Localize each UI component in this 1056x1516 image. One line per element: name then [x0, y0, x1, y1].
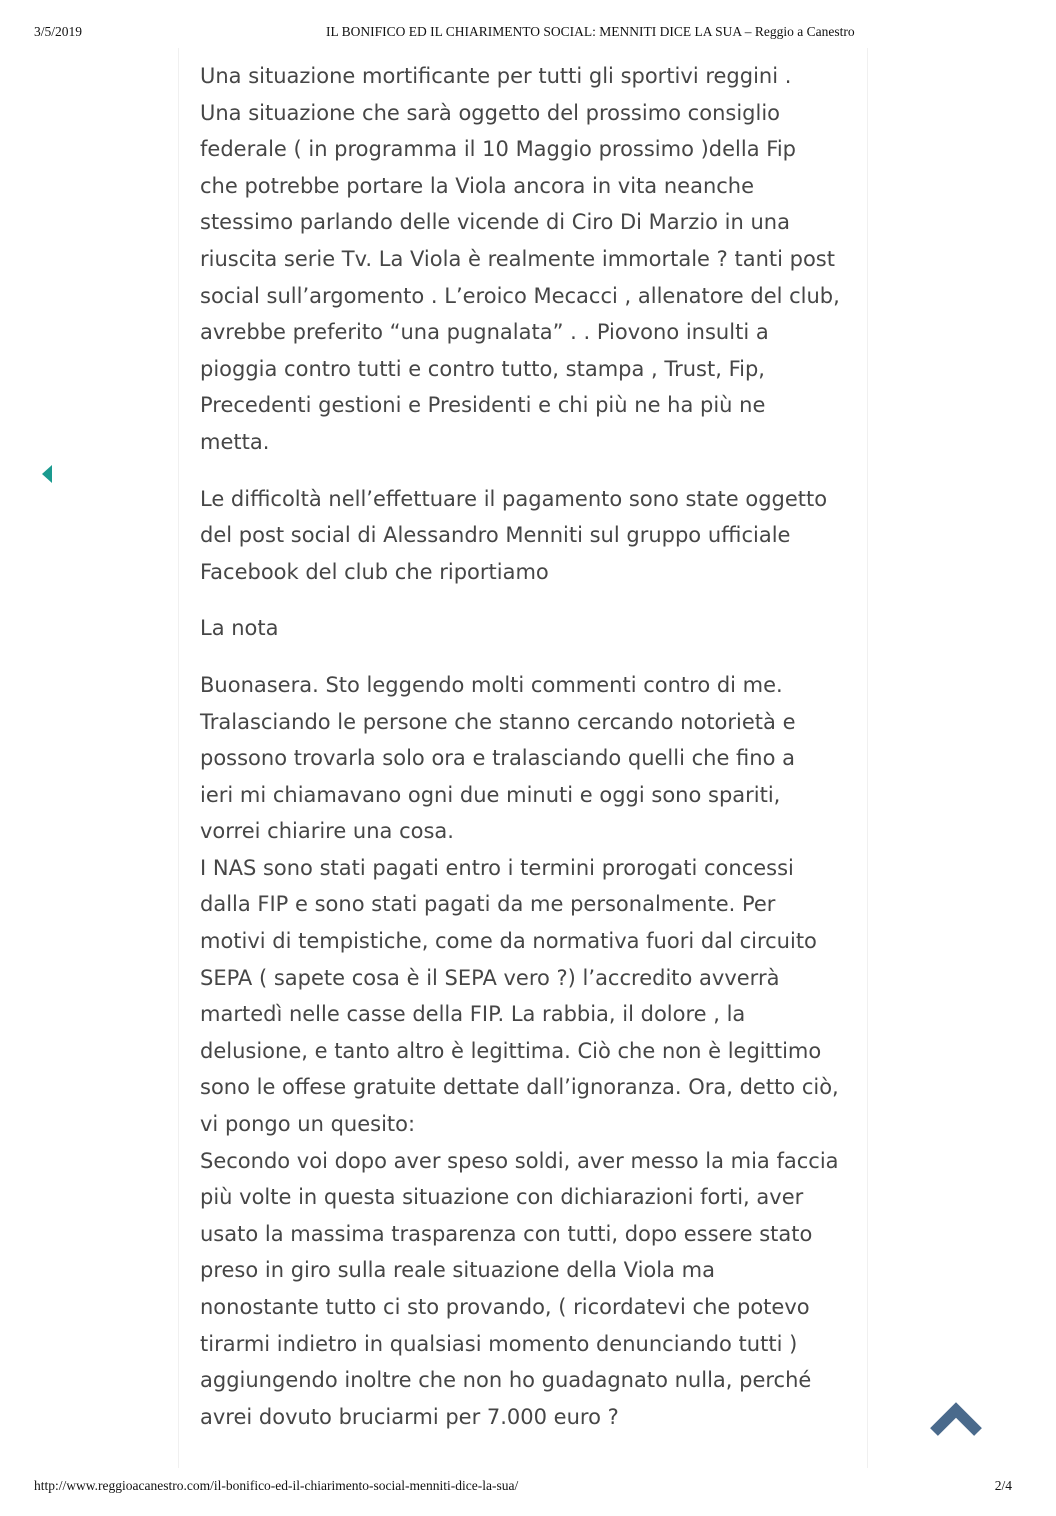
- article-body: [200, 58, 860, 1455]
- scroll-to-top-button[interactable]: [928, 1398, 984, 1438]
- article-paragraph: Le difficoltà nell’effettuare il pagamento sono state oggetto del post social di Alessandro Menniti sul gruppo ufficiale Facebook del club che riportiamo: [200, 486, 828, 584]
- print-footer: [34, 1478, 1012, 1498]
- page-number: 2/4: [994, 1478, 1012, 1493]
- page-url: http://www.reggioacanestro.com/il-bonifico-ed-il-chiarimento-social-menniti-dice-la-sua/: [34, 1478, 519, 1493]
- print-header: [34, 24, 1016, 44]
- print-page-title: IL BONIFICO ED IL CHIARIMENTO SOCIAL: MENNITI DICE LA SUA – Reggio a Canestro: [326, 24, 855, 39]
- article-paragraph: La nota: [200, 616, 279, 641]
- article-paragraph: Una situazione mortificante per tutti gli sportivi reggini . Una situazione che sarà oggetto del prossimo consiglio federale ( in programma il 10 Maggio prossimo )della Fip che potrebbe portare la Viola ancora in vita neanche stessimo parlando delle vicende di Ciro Di Marzio in una riuscita serie Tv. La Viola è realmente immortale ? tanti post social sull’argomento . L’eroico Mecacci , allenatore del club, avrebbe preferito “una pugnalata” . . Piovono insulti a pioggia contro tutti e contro tutto, stampa , Trust, Fip, Precedenti gestioni e Presidenti e chi più ne ha più ne metta.: [200, 64, 840, 454]
- chevron-up-icon: [928, 1398, 984, 1438]
- article-paragraph: Buonasera. Sto leggendo molti commenti contro di me. Tralasciando le persone che stanno cercando notorietà e possono trovarla solo ora e tralasciando quelli che fino a ieri mi chiamavano ogni due minuti e oggi sono spariti, vorrei chiarire una cosa. I NAS sono stati pagati entro i termini prorogati concessi dalla FIP e sono stati pagati da me personalmente. Per motivi di tempistiche, come da normativa fuori dal circuito SEPA ( sapete cosa è il SEPA vero ?) l’accredito avverrà martedì nelle casse della FIP. La rabbia, il dolore , la delusione, e tanto altro è legittima. Ciò che non è legittimo sono le offese gratuite dettate dall’ignoranza. Ora, detto ciò, vi pongo un quesito: Secondo voi dopo aver speso soldi, aver messo la mia faccia più volte in questa situazione con dichiarazioni forti, aver usato la massima trasparenza con tutti, dopo essere stato preso in giro sulla reale situazione della Viola ma nonostante tutto ci sto provando, ( ricordatevi che potevo tirarmi indietro in qualsiasi momento denunciando tutti ) aggiungendo inoltre che non ho guadagnato nulla, perché avrei dovuto bruciarmi per 7.000 euro ?: [200, 672, 839, 1429]
- print-date: 3/5/2019: [34, 24, 83, 39]
- caret-left-icon[interactable]: [42, 465, 52, 483]
